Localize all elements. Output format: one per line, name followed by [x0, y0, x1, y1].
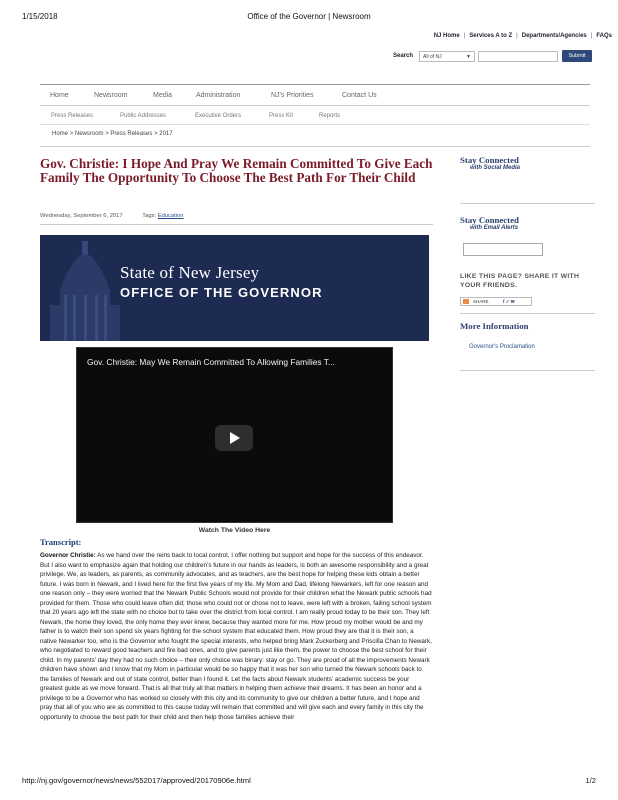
nav-home[interactable]: Home: [50, 92, 69, 99]
banner-state-name: State of New Jersey: [120, 263, 260, 282]
utility-departments-link[interactable]: Departments/Agencies: [521, 33, 587, 39]
social-icons: f ✓ ✉: [503, 299, 515, 304]
nav-media[interactable]: Media: [153, 92, 173, 99]
subnav-public-addresses[interactable]: Public Addresses: [120, 113, 167, 119]
divider: [460, 203, 595, 204]
more-information-heading: More Information: [460, 321, 529, 331]
print-page-title: Office of the Governor | Newsroom: [247, 12, 371, 21]
print-page-number: 1/2: [585, 776, 596, 785]
share-plus-icon: [463, 299, 469, 304]
video-caption: Watch The Video Here: [198, 527, 271, 534]
divider: [40, 146, 590, 147]
email-alert-input[interactable]: [463, 243, 543, 256]
divider: [460, 370, 595, 371]
nav-nj-priorities[interactable]: NJ's Priorities: [271, 92, 314, 99]
search-label: Search: [393, 53, 414, 59]
breadcrumb-2017[interactable]: > 2017: [154, 131, 173, 137]
divider: |: [463, 33, 466, 39]
social-media-link[interactable]: with Social Media: [470, 165, 521, 171]
print-header: [22, 12, 596, 24]
article-date: Wednesday, September 6, 2017: [40, 213, 123, 219]
speaker-name: Governor Christie:: [40, 552, 96, 559]
share-button-label: SHARE: [473, 299, 489, 304]
subnav-executive-orders[interactable]: Executive Orders: [195, 113, 242, 119]
email-alerts-link[interactable]: with Email Alerts: [470, 225, 519, 231]
share-button[interactable]: [460, 297, 532, 306]
search-scope-select[interactable]: [419, 51, 475, 62]
stay-connected-email: [460, 215, 519, 231]
stay-connected-social: [460, 155, 520, 171]
utility-nj-home-link[interactable]: NJ Home: [433, 33, 460, 39]
print-date: 1/15/2018: [22, 12, 58, 21]
print-url: http://nj.gov/governor/news/news/552017/approved/20170906e.html: [22, 776, 251, 785]
nav-newsroom[interactable]: Newsroom: [94, 92, 128, 99]
search-submit-button[interactable]: Submit: [562, 50, 592, 62]
subnav-reports[interactable]: Reports: [319, 113, 341, 119]
utility-nav: [434, 33, 612, 39]
main-nav: [40, 84, 590, 106]
subnav-press-kit[interactable]: Press Kit: [269, 113, 294, 119]
stay-connected-heading: Stay Connected: [460, 155, 519, 165]
divider: [40, 224, 433, 225]
divider: [460, 313, 595, 314]
share-heading: LIKE THIS PAGE? SHARE IT WITH YOUR FRIENDS.: [460, 273, 580, 289]
breadcrumb: [52, 131, 173, 137]
breadcrumb-press-releases[interactable]: > Press Releases: [105, 131, 153, 137]
transcript-body: [40, 551, 432, 722]
breadcrumb-newsroom[interactable]: > Newsroom: [69, 131, 104, 137]
transcript-text: As we hand over the reins back to local control, I offer nothing but support and hope for the success of this endeavor. But I also want to emphasize again that holding our children’s future in our hands as leaders, is both an awesome responsibility and a great privilege. We, as leaders, as parents, as community advocates, and as teachers, are the best hope for helping these kids obtain a better future. I was born in Newark, and I lived here for the first five years of my life. My Mom and Dad, lifelong Newarkers, left for one reason and one reason only – they were worried that the Newark Public Schools would not provide for their children what the Newark public schools had provided for them. Those who could leave often did; those who could not or chose not to leave, were left with a broken, failing school system that 20 years ago left the state with no choice but to take over the district from local control. I am really proud today to be their son. They left Newark, the home they loved, the only home they ever knew, because they wanted more for me. How proud my mother would be and my father is to watch their son spend six years fighting for the school system that educated them. How proud they are that it is their son, a native Newarker too, who is the Governor who fought the special interests, who helped bring Mark Zuckerberg and Priscilla Chan to Newark, who negotiated to reward good teachers and fire bad ones, and to give parents just like them, the power to choose the best school for their child. In my parents’ day they had no such choice – their only choice was binary: stay or go. They are proud of all the improvements Newark children have shown and I know that my Mom in particular would be so happy that it was her son who turned the Newark schools back to the families of Newark and out of state control, better than I found it. Let the facts about Newark students’ academic success be your greatest guide as we move forward. That is all that truly all that matters in helping them achieve their dreams. It has been an honor and a privilege to be a Governor who has worked so closely with this city and its community to give our children a better future, and I hope and pray that all of you who are as committed to this cause today will remain that committed and will give each and every family in this city the opportunity to choose the best path for their child and then help those families achieve their: [40, 552, 432, 721]
stay-connected-email-heading: Stay Connected: [460, 215, 519, 225]
article-title: Gov. Christie: I Hope And Pray We Remain Committed To Give Each Family The Opportunity To Choose The Best Path For Their Child: [40, 156, 433, 185]
divider: |: [516, 33, 518, 39]
tag-education-link[interactable]: Education: [157, 213, 184, 219]
video-player[interactable]: [76, 347, 393, 523]
more-information: [460, 321, 529, 331]
utility-faqs-link[interactable]: FAQs: [596, 33, 612, 39]
nav-contact-us[interactable]: Contact Us: [342, 92, 377, 99]
search-input[interactable]: [478, 51, 558, 62]
transcript-heading: Transcript:: [40, 537, 82, 547]
search-bar: [385, 50, 595, 64]
search-scope-value: All of NJ: [423, 54, 442, 60]
tags-label: Tags:: [142, 213, 157, 219]
nav-administration[interactable]: Administration: [196, 92, 241, 99]
divider: |: [590, 33, 593, 39]
governor-office-banner: [40, 235, 429, 341]
governors-proclamation-link[interactable]: Governor's Proclamation: [469, 344, 535, 350]
utility-services-link[interactable]: Services A to Z: [469, 33, 513, 39]
subnav-press-releases[interactable]: Press Releases: [51, 113, 94, 119]
divider: [40, 124, 590, 125]
video-title[interactable]: Gov. Christie: May We Remain Committed To Allowing Families T...: [87, 357, 335, 367]
breadcrumb-home[interactable]: Home: [52, 131, 69, 137]
article-meta: [40, 213, 184, 219]
banner-office-name: OFFICE OF THE GOVERNOR: [120, 285, 323, 300]
play-button-icon[interactable]: [215, 425, 253, 451]
chevron-down-icon: ▼: [466, 54, 471, 60]
